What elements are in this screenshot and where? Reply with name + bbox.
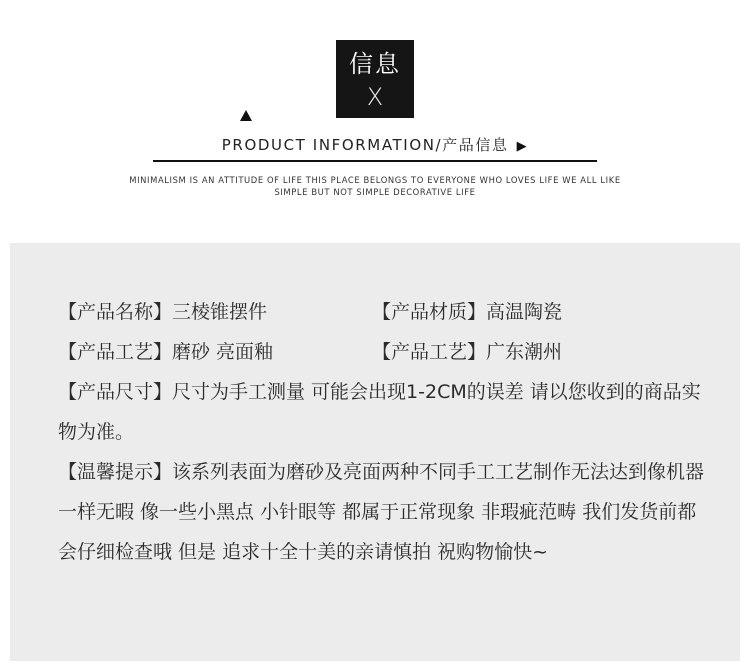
spec-key: 【产品材质】: [372, 301, 487, 323]
info-panel: [10, 243, 740, 661]
triangle-up-icon: [240, 110, 252, 121]
spec-key: 【产品工艺】: [372, 341, 487, 363]
triangle-right-icon: ▶: [516, 139, 529, 154]
info-badge: [336, 40, 414, 118]
spec-material: [372, 300, 562, 324]
spec-key: 【产品名称】: [58, 301, 173, 323]
tagline-line-2: SIMPLE BUT NOT SIMPLE DECORATIVE LIFE: [274, 187, 476, 197]
spec-value: 磨砂 亮面釉: [172, 341, 274, 363]
spec-origin: [372, 340, 562, 364]
headline-text: PRODUCT INFORMATION/产品信息: [221, 136, 509, 154]
spec-key: 【产品工艺】: [58, 341, 173, 363]
spec-value: 广东潮州: [486, 341, 563, 363]
spec-craft: [58, 340, 273, 364]
spec-value: 三棱锥摆件: [172, 301, 268, 323]
section-headline: [153, 134, 597, 155]
note-size: 【产品尺寸】尺寸为手工测量 可能会出现1-2CM的误差 请以您收到的商品实物为准。: [58, 381, 701, 443]
spec-product-name: [58, 300, 267, 324]
tagline-line-1: MINIMALISM IS AN ATTITUDE OF LIFE THIS PLACE BELONGS TO EVERYONE WHO LOVES LIFE WE ALL LIKE: [129, 175, 621, 185]
spec-value: 高温陶瓷: [486, 301, 563, 323]
headline-underline: [153, 160, 597, 162]
badge-x-mark: X: [366, 83, 384, 111]
badge-title: 信息: [349, 50, 401, 78]
note-tips: 【温馨提示】该系列表面为磨砂及亮面两种不同手工工艺制作无法达到像机器一样无暇 像一些小黑点 小针眼等 都属于正常现象 非瑕疵范畴 我们发货前都会仔细检查哦 但是 追求十全十美的亲请慎拍 祝购物愉快~: [58, 461, 705, 563]
